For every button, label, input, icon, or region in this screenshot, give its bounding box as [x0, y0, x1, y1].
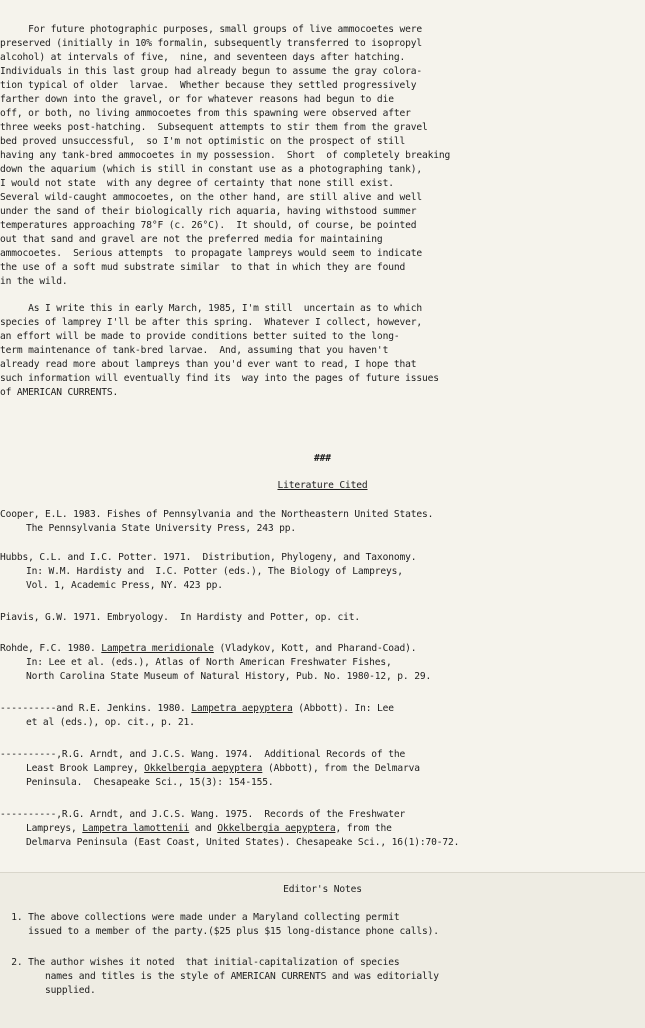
reference-text: (Vladykov, Kott, and Pharand-Coad). [213, 643, 417, 654]
note-line: 2. The author wishes it noted that initial-capitalization of species [0, 957, 400, 968]
section-separator: ### [314, 453, 331, 464]
note-line: supplied. [0, 985, 96, 996]
reference-line: The Pennsylvania State University Press, 243 pp. [26, 523, 297, 534]
reference-text: ----------and R.E. Jenkins. 1980. [0, 703, 192, 714]
text-line: the use of a soft mud substrate similar to that in which they are found [0, 262, 406, 273]
reference-text: Least Brook Lamprey, [26, 763, 145, 774]
text-line: alcohol) at intervals of five, nine, and seventeen days after hatching. [0, 52, 406, 63]
text-line: in the wild. [0, 276, 68, 287]
reference-text: , from the [335, 823, 392, 834]
text-line: having any tank-bred ammocoetes in my possession. Short of completely breaking [0, 150, 451, 161]
text-line: farther down into the gravel, or for whatever reasons had begun to die [0, 94, 394, 105]
text-line: term maintenance of tank-bred larvae. And, assuming that you haven't [0, 345, 389, 356]
reference-line: North Carolina State Museum of Natural History, Pub. No. 1980-12, p. 29. [26, 671, 432, 682]
reference-text: Lampreys, [26, 823, 83, 834]
species-name: Lampetra meridionale [101, 643, 214, 654]
text-line: already read more about lampreys than you'd ever want to read, I hope that [0, 359, 417, 370]
reference-line: Delmarva Peninsula (East Coast, United States). Chesapeake Sci., 16(1):70-72. [26, 837, 460, 848]
reference-line: Cooper, E.L. 1983. Fishes of Pennsylvania and the Northeastern United States. [0, 509, 434, 520]
reference-line: In: W.M. Hardisty and I.C. Potter (eds.), The Biology of Lampreys, [26, 566, 403, 577]
species-name: Okkelbergia aepyptera [217, 823, 336, 834]
reference-line: Vol. 1, Academic Press, NY. 423 pp. [26, 580, 223, 591]
text-line: under the sand of their biologically rich aquaria, having withstood summer [0, 206, 417, 217]
species-name: Lampetra aepyptera [191, 703, 293, 714]
text-line: Several wild-caught ammocoetes, on the other hand, are still alive and well [0, 192, 422, 203]
reference-line [26, 762, 420, 776]
reference-line [0, 702, 394, 716]
note-line: names and titles is the style of AMERICAN CURRENTS and was editorially [0, 971, 439, 982]
text-line: species of lamprey I'll be after this spring. Whatever I collect, however, [0, 317, 422, 328]
text-line: I would not state with any degree of certainty that none still exist. [0, 178, 394, 189]
reference-line: ----------,R.G. Arndt, and J.C.S. Wang. 1975. Records of the Freshwater [0, 809, 406, 820]
reference-line: Piavis, G.W. 1971. Embryology. In Hardisty and Potter, op. cit. [0, 612, 361, 623]
literature-heading: Literature Cited [277, 480, 368, 491]
text-line: ammocoetes. Serious attempts to propagate lampreys would seem to indicate [0, 248, 422, 259]
reference-line: et al (eds.), op. cit., p. 21. [26, 717, 195, 728]
reference-line: ----------,R.G. Arndt, and J.C.S. Wang. 1974. Additional Records of the [0, 749, 406, 760]
reference-text: (Abbott), from the Delmarva [262, 763, 420, 774]
species-name: Okkelbergia aepyptera [144, 763, 263, 774]
text-line: such information will eventually find its way into the pages of future issues [0, 373, 439, 384]
text-line: an effort will be made to provide conditions better suited to the long- [0, 331, 400, 342]
reference-text: and [189, 823, 218, 834]
note-line: issued to a member of the party.($25 plus $15 long-distance phone calls). [0, 926, 439, 937]
text-line: off, or both, no living ammocoetes from this spawning were observed after [0, 108, 411, 119]
reference-text: (Abbott). In: Lee [292, 703, 394, 714]
text-line: temperatures approaching 78°F (c. 26°C). It should, of course, be pointed [0, 220, 417, 231]
text-line: preserved (initially in 10% formalin, subsequently transferred to isopropyl [0, 38, 422, 49]
text-line: For future photographic purposes, small groups of live ammocoetes were [0, 24, 422, 35]
editor-notes-heading: Editor's Notes [283, 884, 362, 895]
note-line: 1. The above collections were made under a Maryland collecting permit [0, 912, 400, 923]
text-line: out that sand and gravel are not the preferred media for maintaining [0, 234, 383, 245]
text-line: bed proved unsuccessful, so I'm not optimistic on the prospect of still [0, 136, 406, 147]
reference-text: Rohde, F.C. 1980. [0, 643, 102, 654]
text-line: down the aquarium (which is still in constant use as a photographing tank), [0, 164, 422, 175]
reference-line: Peninsula. Chesapeake Sci., 15(3): 154-155. [26, 777, 274, 788]
text-line: three weeks post-hatching. Subsequent attempts to stir them from the gravel [0, 122, 428, 133]
reference-line [0, 642, 416, 656]
text-line: As I write this in early March, 1985, I'm still uncertain as to which [0, 303, 422, 314]
text-line: of AMERICAN CURRENTS. [0, 387, 119, 398]
reference-line: Hubbs, C.L. and I.C. Potter. 1971. Distribution, Phylogeny, and Taxonomy. [0, 552, 417, 563]
text-line: tion typical of older larvae. Whether because they settled progressively [0, 80, 417, 91]
reference-line: In: Lee et al. (eds.), Atlas of North American Freshwater Fishes, [26, 657, 392, 668]
species-name: Lampetra lamottenii [82, 823, 190, 834]
reference-line [26, 822, 392, 836]
text-line: Individuals in this last group had already begun to assume the gray colora- [0, 66, 422, 77]
